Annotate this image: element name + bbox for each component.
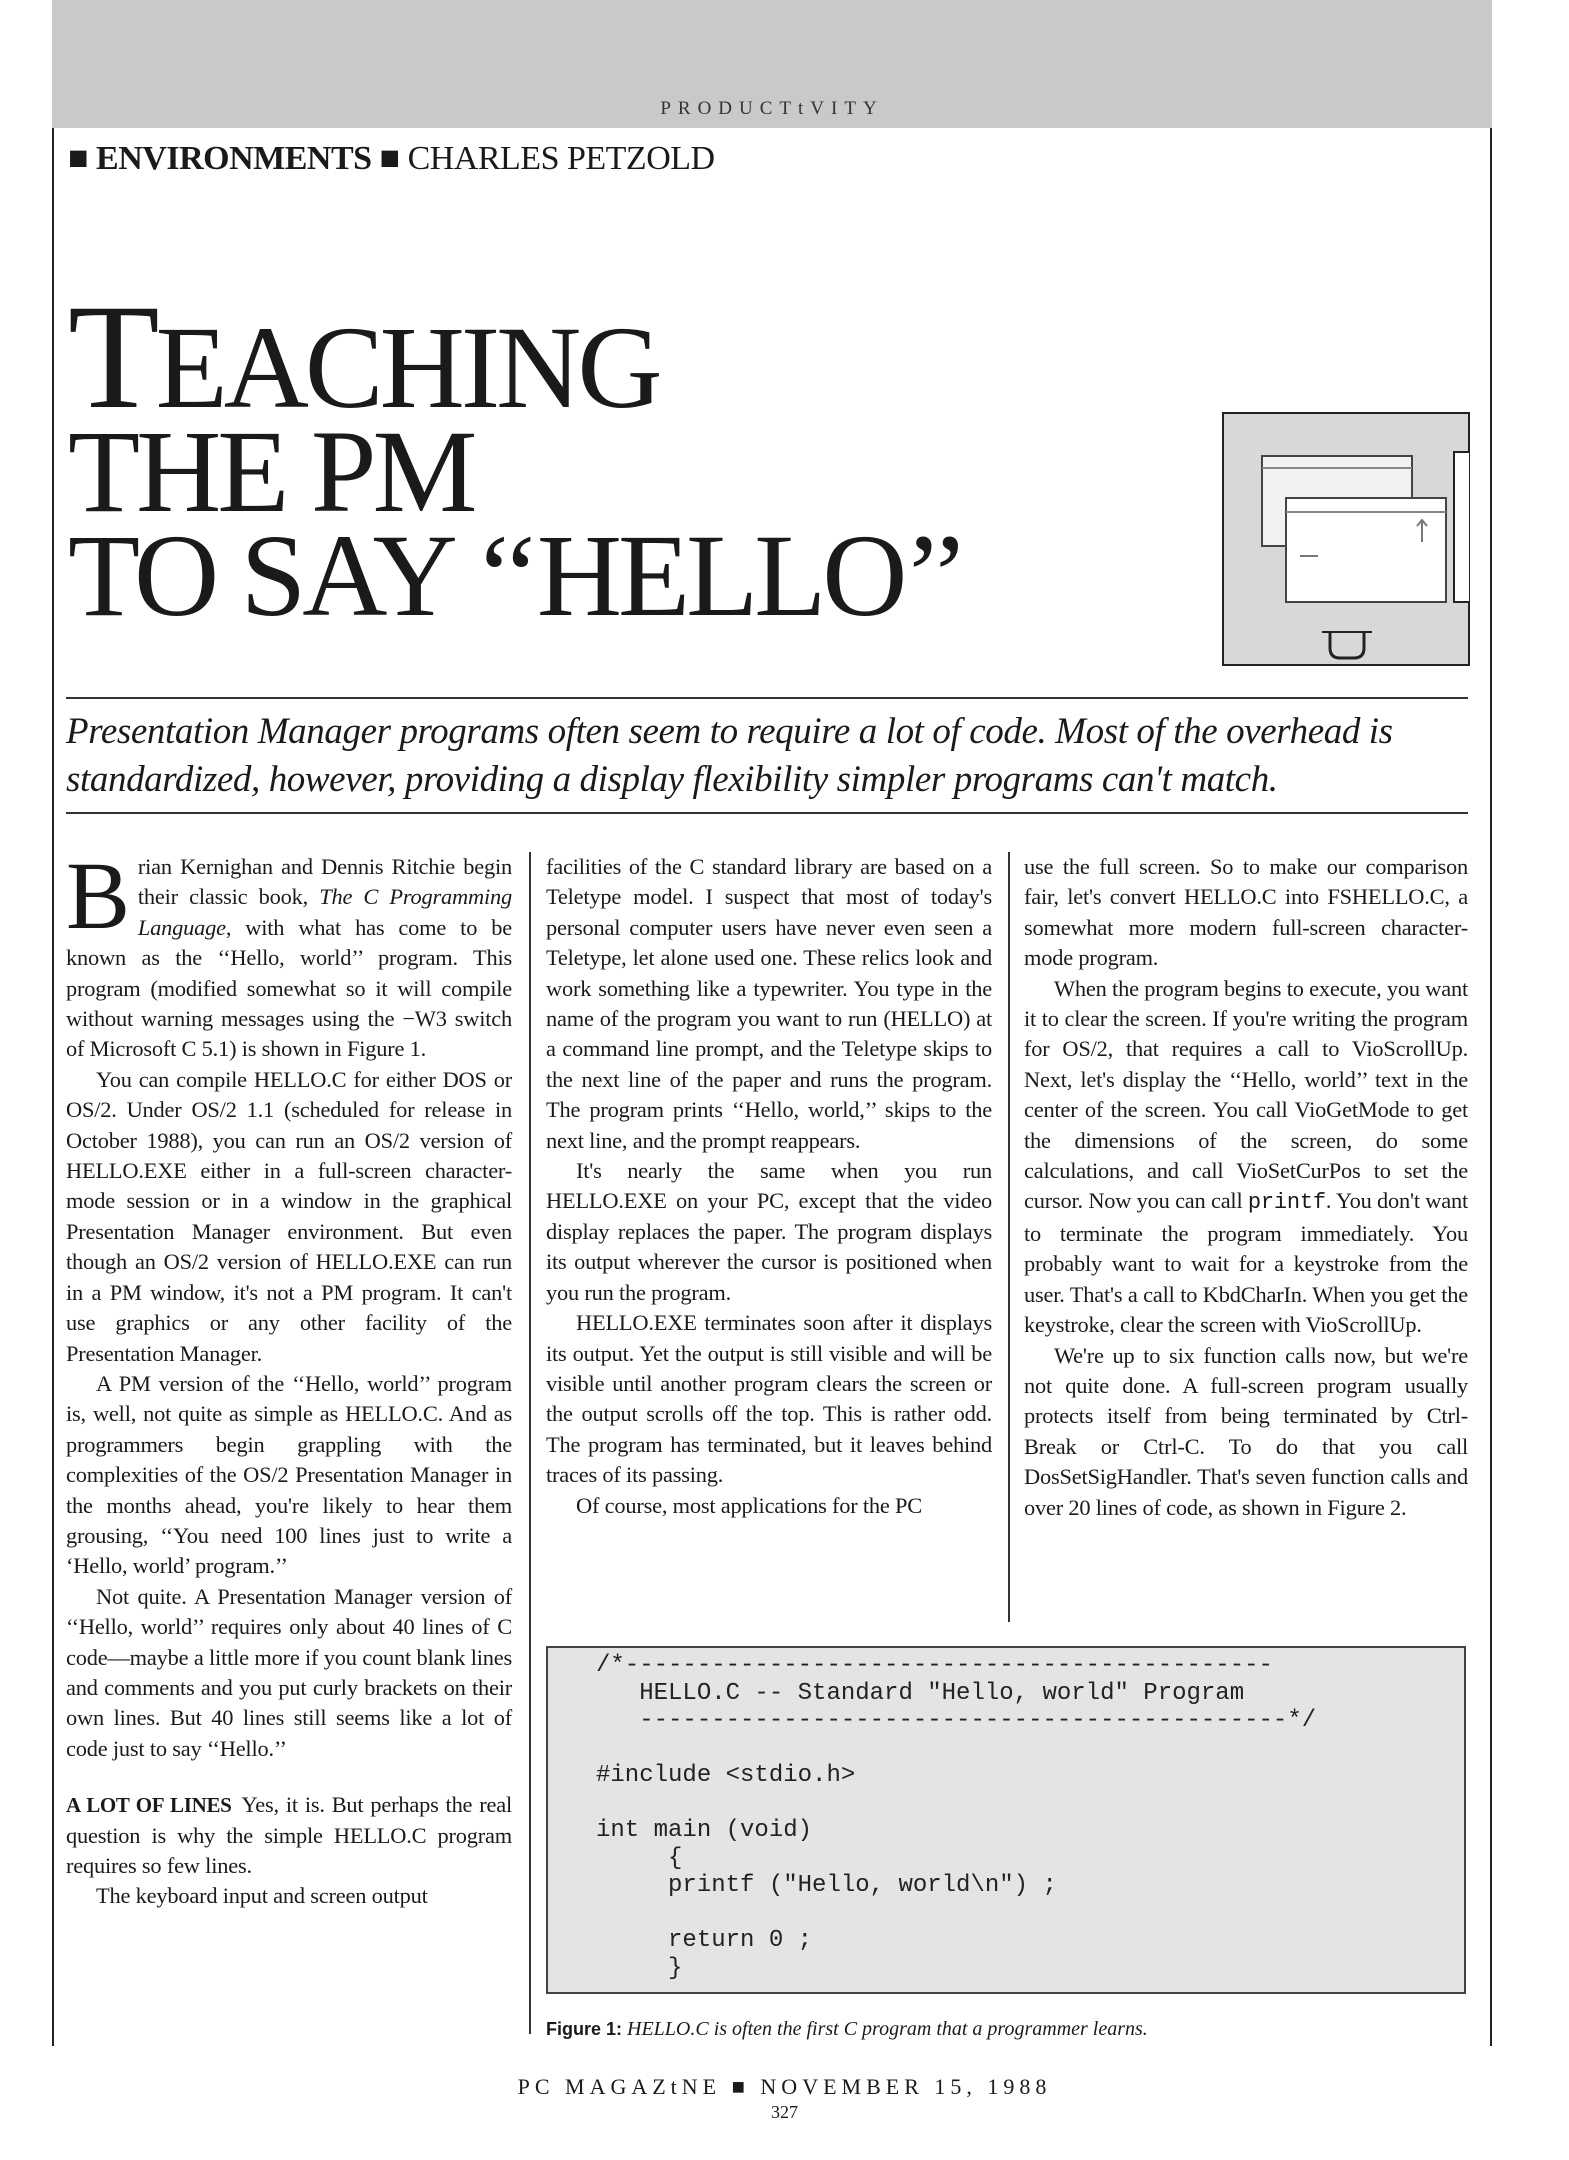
col1-paragraph-5 (66, 1790, 512, 1881)
col1-p1-text: rian Kernighan and Dennis Ritchie begin their classic book, (137, 854, 512, 910)
col1-paragraph-4: Not quite. A Presentation Manager version of ‘‘Hello, world’’ requires only about 40 lines of C code—maybe a little more if you count blank lines and comments and you put curly brackets on their own lines. But 40 lines still seems like a lot of code just to say ‘‘Hello.’’ (66, 1583, 512, 1761)
square-bullet-icon: ■ (379, 140, 400, 177)
caption-label: Figure 1: (546, 2019, 623, 2039)
col1-paragraph-1 (66, 842, 512, 1065)
figure-1-code: /*--------------------------------------------- HELLO.C -- Standard "Hello, world" Program ---------------------------------------------*/ #include <stdio.h> int main (void) { printf ("Hello, world\n") ; return 0 ; } (596, 1652, 1317, 1982)
column-1 (66, 842, 512, 1912)
col2-paragraph-1: facilities of the C standard library are based on a Teletype model. I suspect that most of today's personal computer users have never even seen a Teletype, let alone used one. These relics look and work something like a typewriter. You type in the name of the program you want to run (HELLO) at a command line prompt, and the Teletype skips to the next line of the paper and runs the program. The program prints ‘‘Hello, world,’’ skips to the next line, and the prompt reappears. (546, 854, 992, 1153)
column-rule-1 (529, 852, 531, 2034)
square-bullet-icon: ■ (68, 140, 89, 177)
title-line-1-rest: EACHING (155, 302, 659, 433)
col1-paragraph-6: The keyboard input and screen output (96, 1883, 428, 1909)
col2-paragraph-4: Of course, most applications for the PC (576, 1492, 923, 1518)
square-bullet-icon: ■ (731, 2074, 750, 2099)
column-rule-2 (1008, 852, 1010, 1622)
page-footer (0, 2074, 1569, 2100)
title-cap: T (68, 274, 156, 440)
article-title (68, 274, 966, 641)
inline-code-printf: printf (1247, 1190, 1326, 1216)
col3-paragraph-3: We're up to six function calls now, but we're not quite done. A full-screen program usually protects itself from being terminated by Ctrl-Break or Ctrl-C. To do that you call DosSetSigHandler. That's seven function calls and over 20 lines of code, as shown in Figure 2. (1024, 1342, 1468, 1520)
article-deck: Presentation Manager programs often seem to require a lot of code. Most of the overhead is standardized, however, providing a display flexibility simpler programs can't match. (66, 711, 1393, 800)
footer-date: NOVEMBER 15, 1988 (760, 2074, 1052, 2099)
section-label: ENVIRONMENTS (96, 140, 372, 177)
title-line-2: THE PM (68, 406, 474, 537)
running-head: PRODUCTtVITY (660, 98, 884, 119)
col3-p2-text-end: . You don't want to terminate the program immediately. You probably want to wait for a keystroke from the user. That's a call to KbdCharIn. When you get the keystroke, clear the screen with VioScrollUp. (1024, 1188, 1468, 1338)
col2-paragraph-3: HELLO.EXE terminates soon after it displays its output. Yet the output is still visible and will be visible until another program clears the screen or the output scrolls off the top. This is rather odd. The program has terminated, but it leaves behind traces of its passing. (546, 1310, 992, 1488)
page-number: 327 (771, 2102, 798, 2122)
figure-caption (546, 2018, 1148, 2041)
frame-left-rule (52, 128, 54, 2046)
column-3 (1024, 852, 1468, 1523)
col3-p2-text: When the program begins to execute, you want it to clear the screen. If you're writing the program for OS/2, that requires a call to VioScrollUp. Next, let's display the ‘‘Hello, world’’ text in the center of the screen. You call VioGetMode to get the dimensions of the screen, do some calculations, and call VioSetCurPos to set the cursor. Now you can call (1024, 975, 1468, 1214)
author-name: CHARLES PETZOLD (407, 140, 715, 177)
deck-bottom-rule (66, 812, 1468, 814)
pm-windows-illustration (1222, 412, 1470, 666)
book-title: The C Programming Language (137, 884, 512, 940)
caption-text: HELLO.C is often the first C program that a programmer learns. (627, 2018, 1148, 2040)
col1-p5-text: Yes, it is. But perhaps the real question is why the simple HELLO.C program requires so few lines. (66, 1792, 512, 1878)
col2-paragraph-2: It's nearly the same when you run HELLO.EXE on your PC, except that the video display replaces the paper. The program displays its output wherever the cursor is positioned when you run the program. (546, 1158, 992, 1305)
title-line-1 (68, 274, 965, 440)
col1-p1-text-end: , with what has come to be known as the ‘‘Hello, world’’ program. This program (modified somewhat so it will compile without warning messages using the −W3 switch of Microsoft C 5.1) is shown in Figure 1. (66, 914, 512, 1062)
col3-paragraph-2 (1024, 974, 1468, 1341)
column-2 (546, 852, 992, 1521)
title-line-3: TO SAY ‘‘HELLO’’ (68, 510, 966, 641)
frame-right-rule (1490, 128, 1492, 2046)
col3-paragraph-1: use the full screen. So to make our comparison fair, let's convert HELLO.C into FSHELLO.C, a somewhat more modern full-screen character-mode program. (1024, 854, 1468, 971)
col1-paragraph-3: A PM version of the ‘‘Hello, world’’ program is, well, not quite as simple as HELLO.C. And as programmers begin grappling with the complexities of the OS/2 Presentation Manager in the months ahead, you're likely to hear them grousing, ‘‘You need 100 lines just to write a ‘Hello, world’ program.’’ (66, 1370, 512, 1579)
deck-top-rule (66, 697, 1468, 699)
drop-cap: B (66, 842, 130, 949)
subhead: A LOT OF LINES (66, 1793, 232, 1818)
section-header (68, 140, 715, 178)
col1-paragraph-2: You can compile HELLO.C for either DOS or OS/2. Under OS/2 1.1 (scheduled for release in October 1988), you can run an OS/2 version of HELLO.EXE either in a full-screen character-mode session or in a window in the graphical Presentation Manager environment. But even though an OS/2 version of HELLO.EXE can run in a PM window, it's not a PM program. It can't use graphics or any other facility of the Presentation Manager. (66, 1066, 512, 1366)
footer-publication: PC MAGAZtNE (517, 2074, 722, 2099)
